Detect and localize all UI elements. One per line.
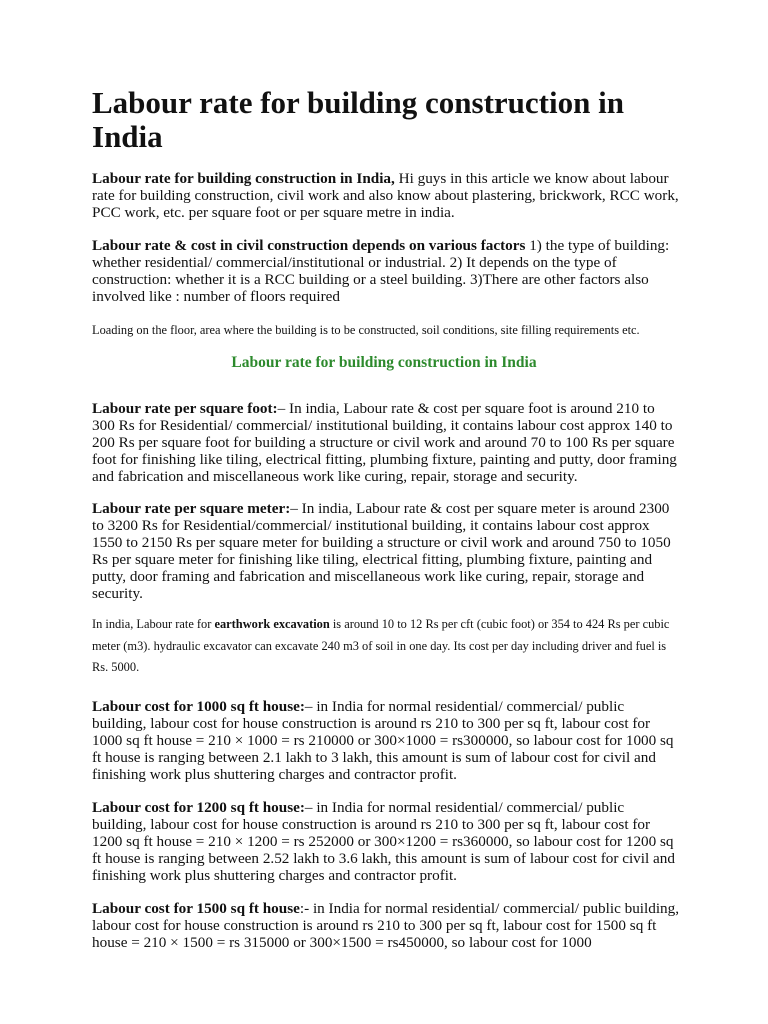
earthwork-pre: In india, Labour rate for: [92, 617, 215, 631]
per-sqm-paragraph: [92, 501, 680, 602]
house-1000-paragraph: [92, 699, 680, 784]
factors-paragraph: [92, 238, 680, 306]
per-sqm-lead: Labour rate per square meter:: [92, 500, 291, 517]
factors-text: 1) the type of building: whether residential/ commercial/institutional or industrial. 2) It depends on the type of construction: whether it is a RCC building or a steel building. 3)There are other factors also involved like : number of floors required: [92, 237, 670, 305]
house-1500-text: :- in India for normal residential/ commercial/ public building, labour cost for house construction is around rs 210 to 300 per sq ft, labour cost for 1500 sq ft house = 210 × 1500 = rs 315000 or 300×1500 = rs450000, so labour cost for 1000: [92, 900, 680, 951]
factors-lead: Labour rate & cost in civil construction depends on various factors: [92, 237, 526, 254]
per-sqft-paragraph: [92, 401, 680, 486]
house-1000-text: – in India for normal residential/ commercial/ public building, labour cost for house construction is around rs 210 to 300 per sq ft, labour cost for 1000 sq ft house = 210 × 1000 = rs 210000 or 300×1000 = rs300000, so labour cost for 1000 sq ft house is ranging between 2.1 lakh to 3 lakh, this amount is sum of labour cost for civil and finishing work plus shuttering charges and contractor profit.: [92, 698, 674, 783]
house-1200-lead: Labour cost for 1200 sq ft house:: [92, 799, 305, 816]
house-1000-lead: Labour cost for 1000 sq ft house:: [92, 698, 305, 715]
intro-paragraph: [92, 171, 680, 222]
earthwork-paragraph: [92, 614, 680, 679]
earthwork-post: is around 10 to 12 Rs per cft (cubic foot) or 354 to 424 Rs per cubic meter (m3). hydraulic excavator can excavate 240 m3 of soil in one day. Its cost per day including driver and fuel is Rs. 5000.: [92, 617, 670, 674]
per-sqft-text: – In india, Labour rate & cost per square foot is around 210 to 300 Rs for Residential/ commercial/ institutional building, it contains labour cost approx 140 to 200 Rs per square foot for building a structure or civil work and around 70 to 100 Rs per square foot for finishing like tiling, electrical fitting, plumbing fixture, painting and putty, door framing and fabrication and miscellaneous work like curing, repair, storage and security.: [92, 400, 677, 485]
loading-note: Loading on the floor, area where the building is to be constructed, soil conditions, site filling requirements etc.: [92, 323, 640, 337]
intro-lead: Labour rate for building construction in India,: [92, 170, 395, 187]
house-1200-text: – in India for normal residential/ commercial/ public building, labour cost for house construction is around rs 210 to 300 per sq ft, labour cost for 1200 sq ft house = 210 × 1200 = rs 252000 or 300×1200 = rs360000, so labour cost for 1200 sq ft house is ranging between 2.52 lakh to 3.6 lakh, this amount is sum of labour cost for civil and finishing work plus shuttering charges and contractor profit.: [92, 799, 675, 884]
per-sqft-lead: Labour rate per square foot:: [92, 400, 278, 417]
page-title: Labour rate for building construction in India: [92, 85, 624, 154]
earthwork-bold: earthwork excavation: [214, 617, 330, 631]
intro-text: Hi guys in this article we know about labour rate for building construction, civil work and also know about plastering, brickwork, RCC work, PCC work, etc. per square foot or per square metre in india.: [92, 170, 679, 221]
house-1500-lead: Labour cost for 1500 sq ft house: [92, 900, 300, 917]
house-1200-paragraph: [92, 800, 680, 885]
per-sqm-text: – In india, Labour rate & cost per square meter is around 2300 to 3200 Rs for Residential/commercial/ institutional building, it contains labour cost approx 1550 to 2150 Rs per square meter for building a structure or civil work and around 750 to 1050 Rs per square meter for finishing like tiling, electrical fitting, plumbing fixture, painting and putty, door framing and fabrication and miscellaneous work like curing, repair, storage and security.: [92, 500, 671, 602]
section-heading: Labour rate for building construction in India: [231, 354, 537, 371]
house-1500-paragraph: [92, 901, 680, 952]
